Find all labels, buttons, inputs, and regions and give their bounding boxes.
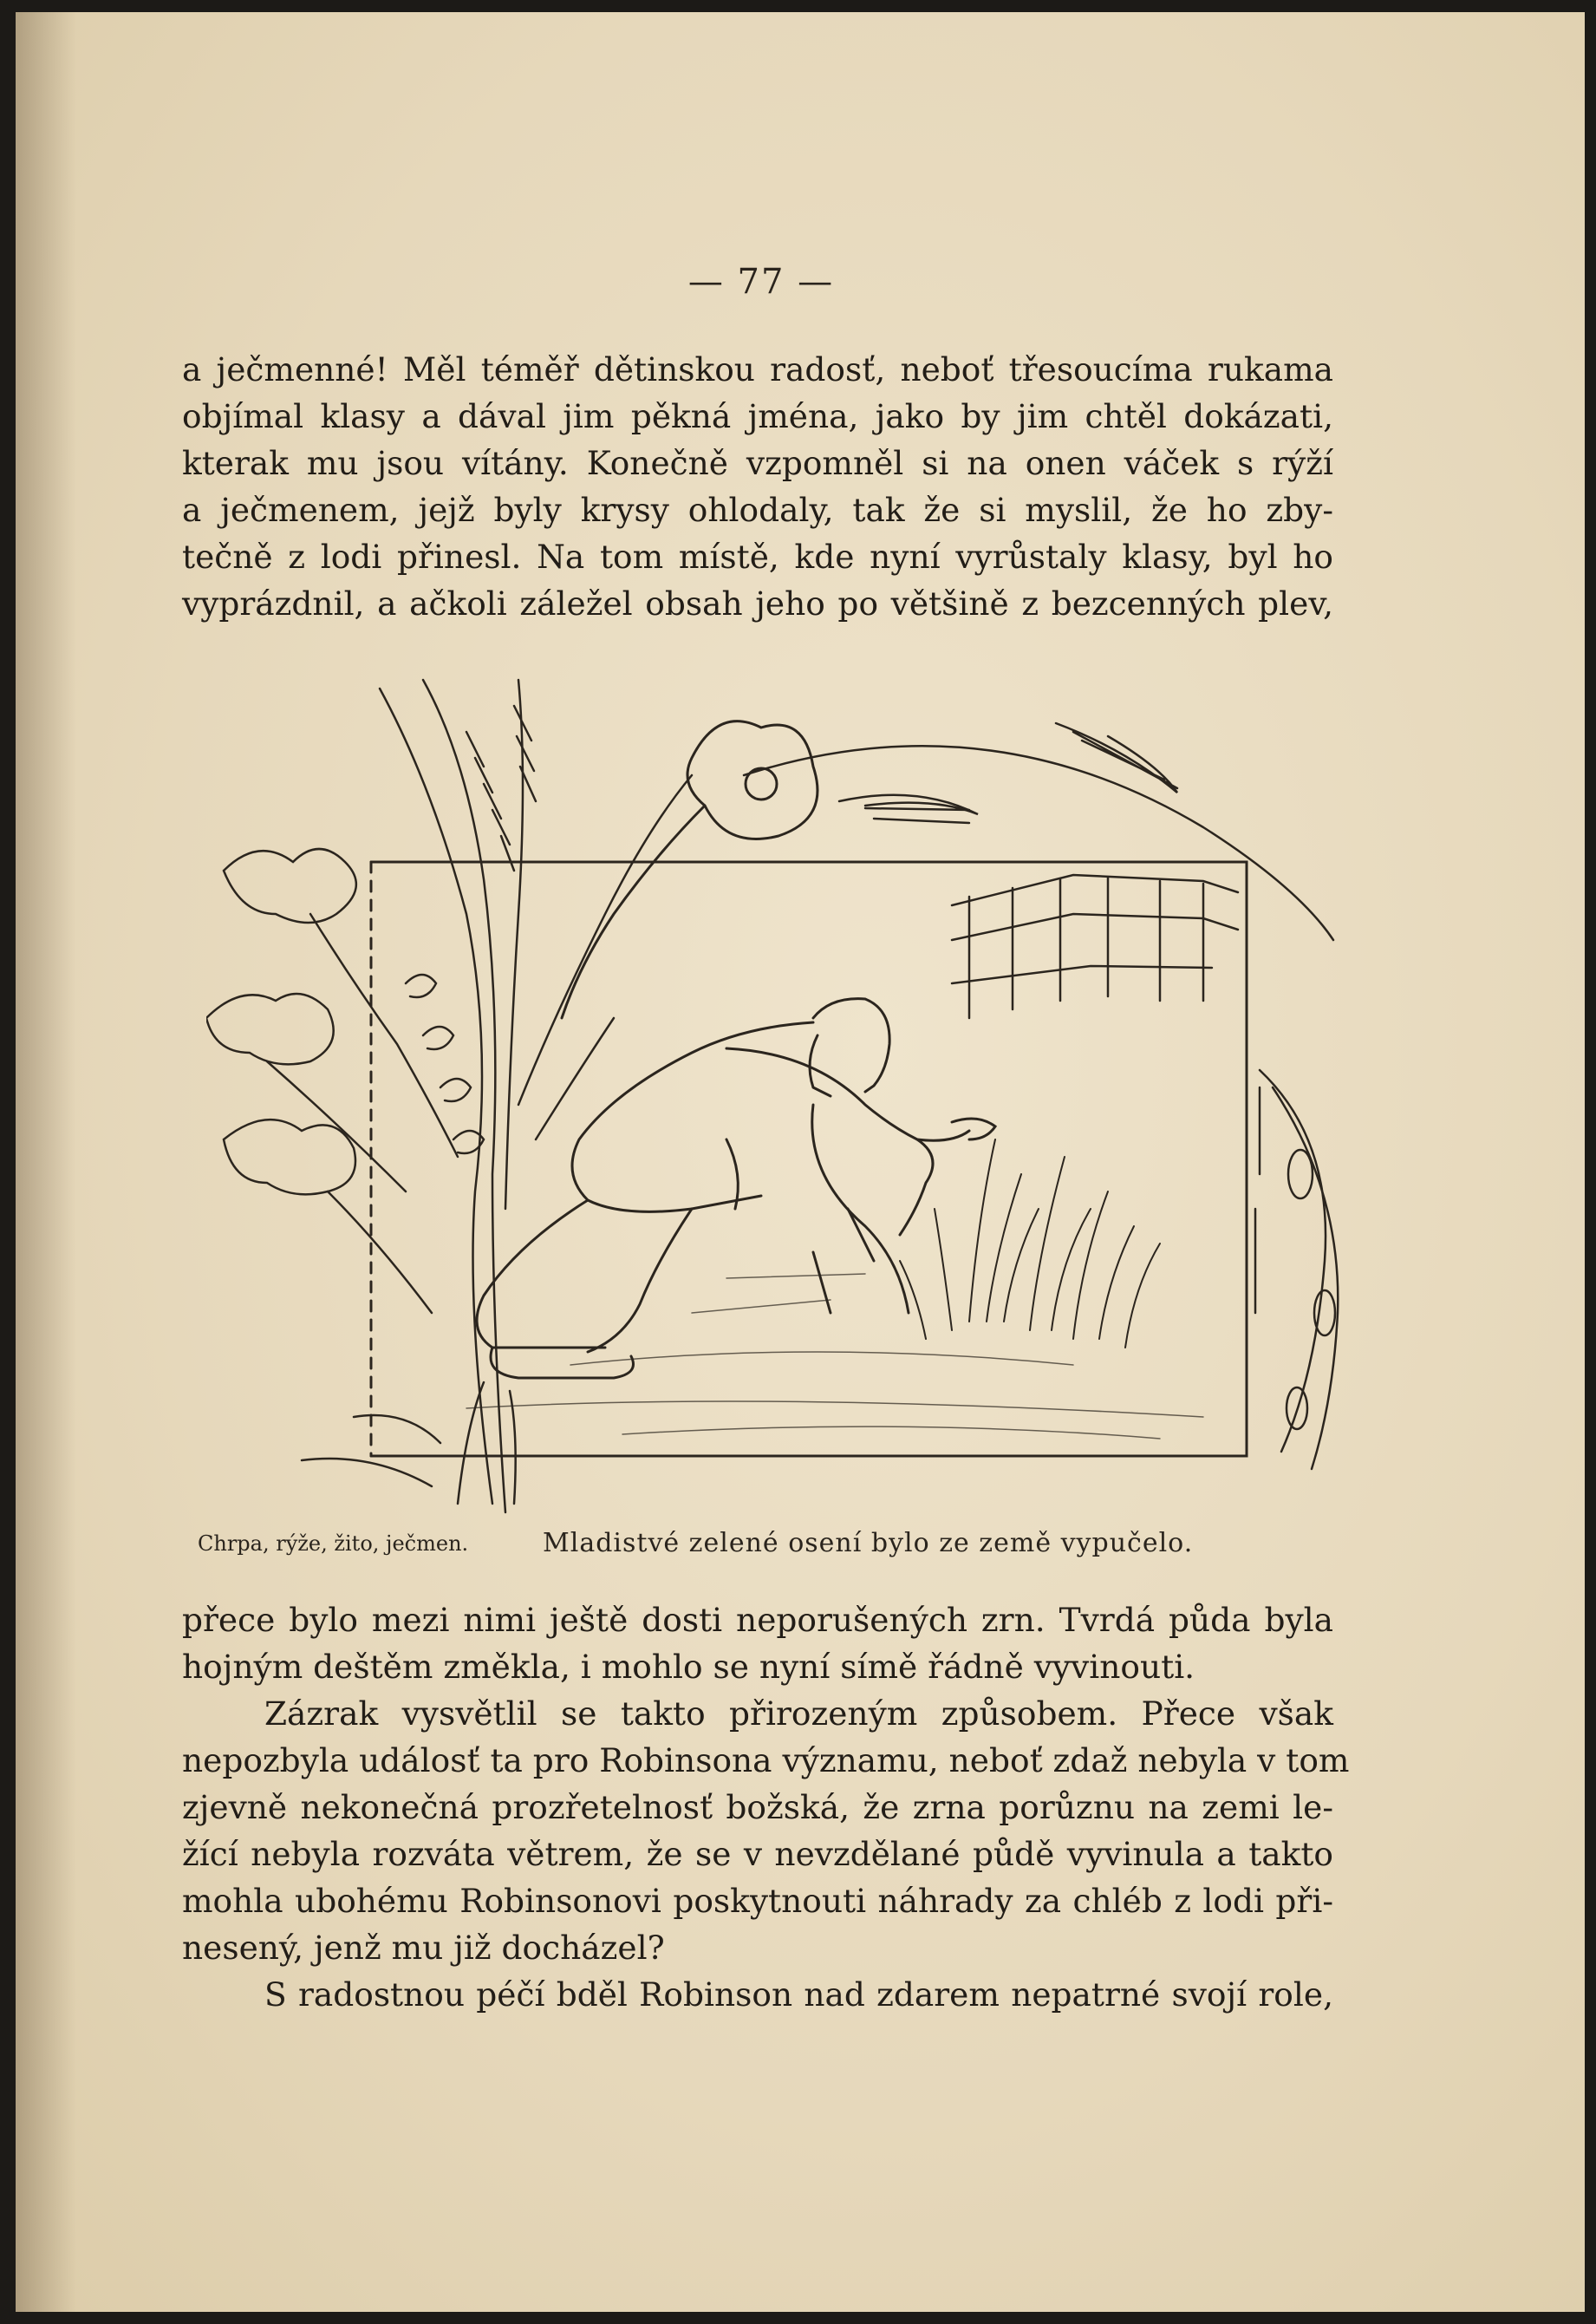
- text-line: mohla ubohému Robinsonovi poskytnouti náhrady za chléb z lodi při-: [182, 1882, 1333, 1920]
- text-line: tečně z lodi přinesl. Na tom místě, kde nyní vyrůstaly klasy, byl ho: [182, 538, 1333, 576]
- ground-hatching: [466, 1274, 1203, 1439]
- paragraph-top: [182, 346, 1333, 627]
- book-page: [16, 12, 1585, 2312]
- paragraph-bottom: [182, 1596, 1350, 2018]
- text-line: žící nebyla rozváta větrem, že se v nevzdělané půdě vyvinula a takto: [182, 1835, 1333, 1873]
- text-line: nesený, jenž mu již docházel?: [182, 1929, 665, 1967]
- kneeling-man: [477, 999, 995, 1378]
- arching-wheat: [744, 723, 1333, 940]
- young-grain: [900, 1139, 1160, 1348]
- caption-illustration: Mladistvé zelené osení bylo ze země vypučelo.: [543, 1528, 1194, 1558]
- fence-background: [952, 875, 1238, 1018]
- right-stems: [1255, 1070, 1338, 1469]
- text-line: přece bylo mezi nimi ještě dosti neporušených zrn. Tvrdá půda byla: [182, 1601, 1333, 1639]
- caption-plants: Chrpa, rýže, žito, ječmen.: [198, 1531, 469, 1556]
- text-line: zjevně nekonečná prozřetelnosť božská, že zrna porůznu na zemi le-: [182, 1788, 1333, 1826]
- text-line: Zázrak vysvětlil se takto přirozeným způsobem. Přece však: [264, 1694, 1333, 1733]
- illustration-robinson-field: [206, 654, 1351, 1538]
- scene-frame: [371, 862, 1247, 1456]
- text-line: S radostnou péčí bděl Robinson nad zdarem nepatrné svojí role,: [264, 1975, 1333, 2014]
- text-line: objímal klasy a dával jim pěkná jména, jako by jim chtěl dokázati,: [182, 397, 1333, 435]
- left-bouquet: [206, 680, 692, 1512]
- text-line: vyprázdnil, a ačkoli záležel obsah jeho po většině z bezcenných plev,: [182, 584, 1333, 623]
- text-line: a ječmenem, jejž byly krysy ohlodaly, tak že si myslil, že ho zby-: [182, 491, 1333, 529]
- text-line: a ječmenné! Měl téměř dětinskou radosť, neboť třesoucíma rukama: [182, 350, 1333, 388]
- text-line: kterak mu jsou vítány. Konečně vzpomněl si na onen váček s rýží: [182, 444, 1333, 482]
- text-line: hojným deštěm změkla, i mohlo se nyní símě řádně vyvinouti.: [182, 1648, 1195, 1686]
- spine-shadow: [16, 12, 76, 2312]
- page-number: — 77 —: [687, 262, 835, 302]
- text-line: nepozbyla událosť ta pro Robinsona významu, neboť zdaž nebyla v tom: [182, 1741, 1350, 1779]
